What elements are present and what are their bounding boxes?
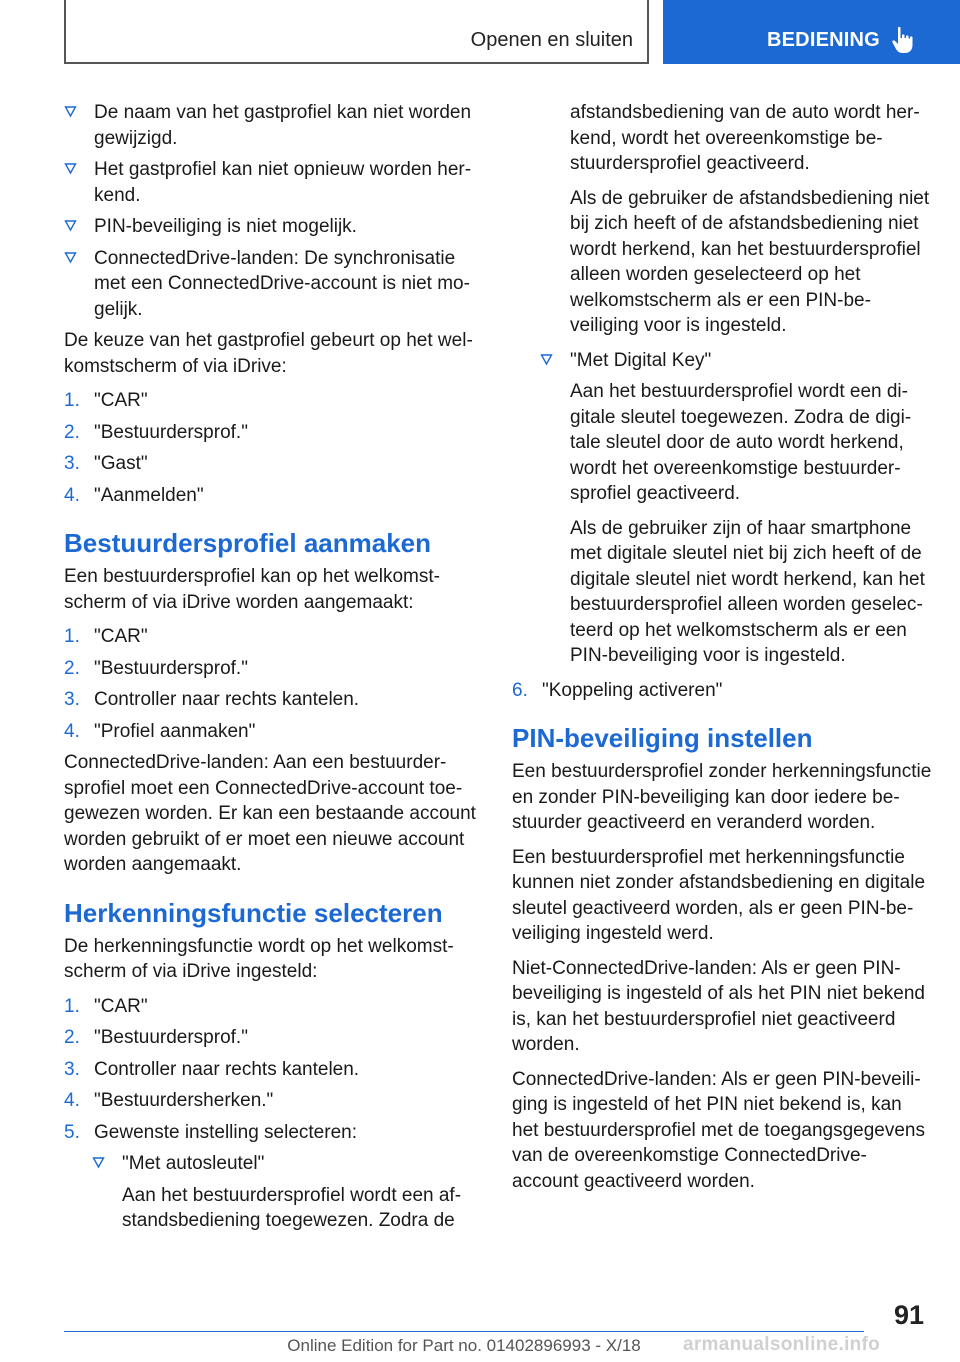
numbered-step: 2. "Bestuurdersprof." xyxy=(64,1027,248,1048)
continued-text: afstandsbediening van de auto wordt herkend, wordt het overeenkomstige bestuurdersprofiel geactiveerd. xyxy=(570,102,920,174)
numbered-step: 3. Controller naar rechts kantelen. xyxy=(64,1058,360,1080)
page-number: 91 xyxy=(893,1300,924,1330)
section-heading-create-profile: Bestuurdersprofiel aanmaken xyxy=(64,528,432,558)
numbered-step: 3. Controller naar rechts kantelen. xyxy=(64,689,360,710)
numbered-step: 5. Gewenste instelling selecteren: xyxy=(64,1121,357,1143)
triangle-bullet-icon xyxy=(540,353,553,366)
numbered-step: 6. "Koppeling activeren" xyxy=(512,679,723,701)
right-column xyxy=(512,100,932,1203)
section-title: Openen en sluiten xyxy=(470,29,633,51)
left-column xyxy=(64,100,480,1243)
numbered-step: 2. "Bestuurdersprof." xyxy=(64,657,248,679)
sub-list-item: "Met Digital Key" xyxy=(540,348,932,374)
chapter-tab[interactable] xyxy=(663,0,960,64)
triangle-bullet-icon xyxy=(64,105,77,118)
numbered-step: 1. "CAR" xyxy=(64,626,148,647)
triangle-bullet-icon xyxy=(64,162,77,175)
guest-intro: De keuze van het gastprofiel gebeurt op het welkomstscherm of via iDrive: xyxy=(64,330,473,377)
footer-edition: Online Edition for Part no. 01402896993 - X/18 xyxy=(287,1336,641,1355)
list-item: PIN-beveiliging is niet mogelijk. xyxy=(64,214,480,240)
section-heading-recognition: Herkenningsfunctie selecteren xyxy=(64,897,443,928)
sub-item-text: Als de gebruiker zijn of haar smartphone met digitale sleutel niet bij zich heeft of de digitale sleutel niet wordt herkend, kan het bestuurdersprofiel alleen worden geselecteerd op het welkomstscherm als er een PIN-beveiliging voor is ingesteld. xyxy=(570,517,925,666)
pin-paragraph: ConnectedDrive-landen: Als er geen PIN-beveiliging is ingesteld of het PIN niet bekend is, kan het bestuurdersprofiel met de toegangsgegevens van de overeenkomstige ConnectedDrive-account geactiveerd worden. xyxy=(512,1068,925,1192)
chapter-label: BEDIENING xyxy=(767,29,880,51)
recognition-intro: De herkenningsfunctie wordt op het welkomstscherm of via iDrive ingesteld: xyxy=(64,935,454,982)
numbered-step: 4. "Bestuurdersherken." xyxy=(64,1090,274,1111)
hand-pointer-icon xyxy=(891,26,915,54)
header-section-box xyxy=(64,0,649,64)
continued-text: Als de gebruiker de afstandsbediening niet bij zich heeft of de afstandsbediening niet wordt herkend, kan het bestuurdersprofiel alleen worden geselecteerd op het welkomstscherm als er een PIN-beveiliging voor is ingesteld. xyxy=(570,187,930,336)
triangle-bullet-icon xyxy=(64,219,77,232)
sub-item-text: Aan het bestuurdersprofiel wordt een afstandsbediening toegewezen. Zodra de xyxy=(122,1184,462,1231)
numbered-step: 4. "Aanmelden" xyxy=(64,484,204,506)
triangle-bullet-icon xyxy=(64,251,77,264)
numbered-step: 1. "CAR" xyxy=(64,995,148,1017)
numbered-step: 3. "Gast" xyxy=(64,453,148,474)
list-item: De naam van het gastprofiel kan niet worden gewijzigd. xyxy=(64,100,480,151)
list-item: ConnectedDrive-landen: De synchronisatie met een ConnectedDrive-account is niet mogelijk. xyxy=(64,246,480,323)
numbered-step: 2. "Bestuurdersprof." xyxy=(64,421,248,443)
pin-paragraph: Een bestuurdersprofiel zonder herkenningsfunctie en zonder PIN-beveiliging kan door iedere bestuurder geactiveerd en veranderd worden. xyxy=(512,761,932,833)
numbered-step: 1. "CAR" xyxy=(64,390,148,411)
create-note: ConnectedDrive-landen: Aan een bestuurdersprofiel moet een ConnectedDrive-account toegewezen worden. Er kan een bestaande account worden gebruikt of er moet een nieuwe account worden aangemaakt. xyxy=(64,752,476,875)
footer-divider xyxy=(64,1331,864,1332)
watermark: armanualsonline.info xyxy=(683,1334,881,1355)
triangle-bullet-icon xyxy=(92,1156,105,1169)
sub-item-text: Aan het bestuurdersprofiel wordt een digitale sleutel toegewezen. Zodra de digitale sleutel door de auto wordt herkend, wordt het overeenkomstige bestuurdersprofiel geactiveerd. xyxy=(570,381,912,504)
pin-paragraph: Niet-ConnectedDrive-landen: Als er geen PIN-beveiliging is ingesteld of als het PIN niet bekend is, kan het bestuurdersprofiel niet geactiveerd worden. xyxy=(512,957,925,1055)
section-heading-pin: PIN-beveiliging instellen xyxy=(512,723,813,753)
pin-paragraph: Een bestuurdersprofiel met herkenningsfunctie kunnen niet zonder afstandsbediening en digitale sleutel geactiveerd worden, als er geen PIN-beveiliging ingesteld werd. xyxy=(512,846,926,944)
create-intro: Een bestuurdersprofiel kan op het welkomstscherm of via iDrive worden aangemaakt: xyxy=(64,566,440,613)
numbered-step: 4. "Profiel aanmaken" xyxy=(64,720,256,742)
list-item: Het gastprofiel kan niet opnieuw worden herkend. xyxy=(64,157,480,208)
sub-list-item: "Met autosleutel" xyxy=(92,1151,480,1177)
